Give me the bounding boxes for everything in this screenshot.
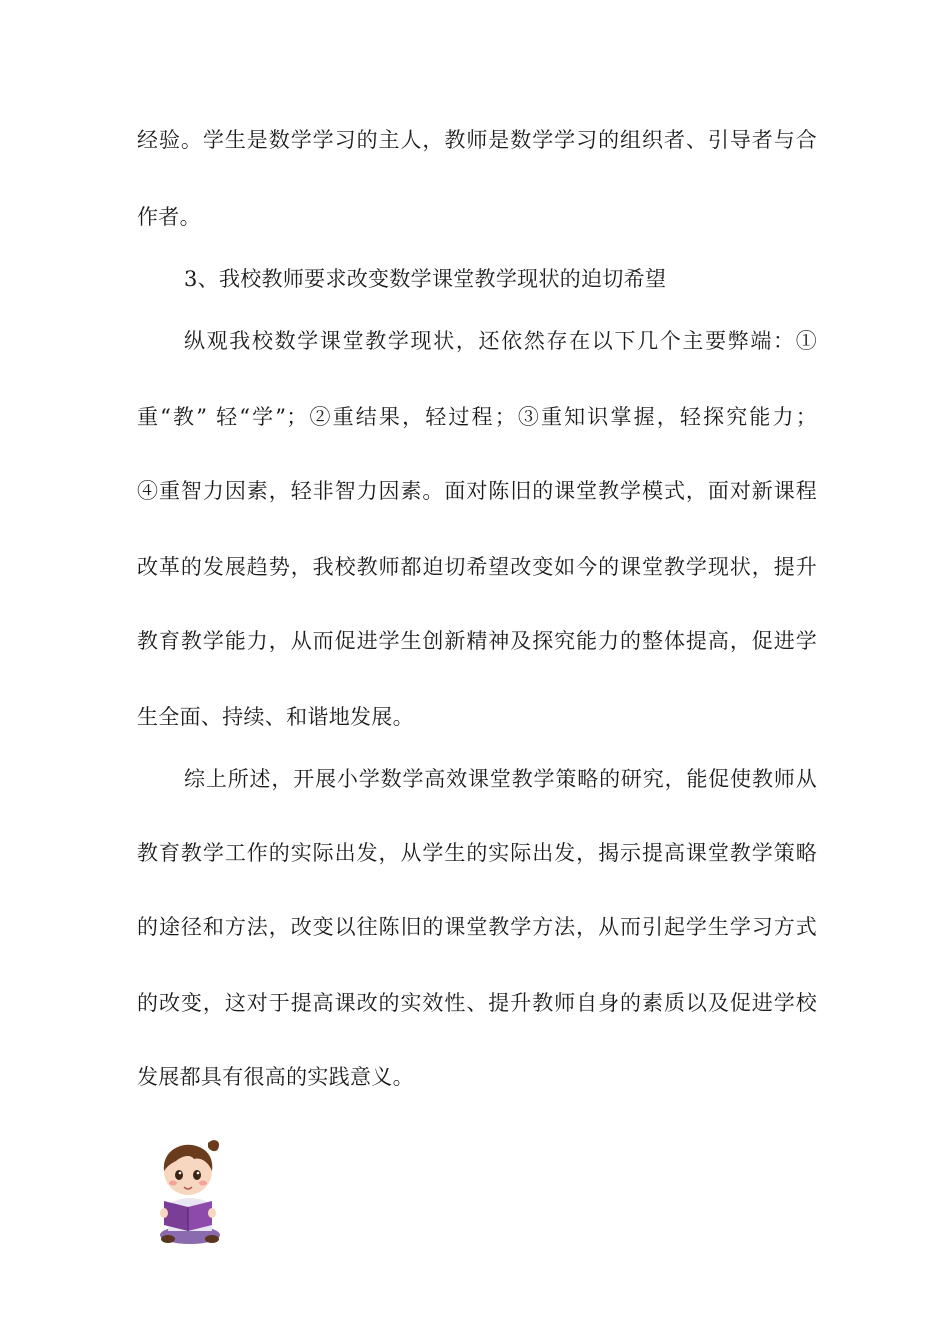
paragraph-2-line-1: 纵观我校数学课堂教学现状，还依然存在以下几个主要弊端：① [184, 329, 817, 353]
paragraph-1-line-1: 经验。学生是数学学习的主人，教师是数学学习的组织者、引导者与合 [137, 128, 817, 152]
paragraph-3-line-1: 综上所述，开展小学数学高效课堂教学策略的研究，能促使教师从 [184, 767, 817, 791]
paragraph-3-line-2: 教育教学工作的实际出发，从学生的实际出发，揭示提高课堂教学策略 [137, 841, 817, 865]
paragraph-3-line-4: 的改变，这对于提高课改的实效性、提升教师自身的素质以及促进学校 [137, 991, 817, 1015]
paragraph-2-line-2: 重“教” 轻“学”；②重结果，轻过程；③重知识掌握，轻探究能力； [137, 405, 817, 429]
paragraph-3-line-5: 发展都具有很高的实践意义。 [137, 1065, 414, 1089]
paragraph-3-line-3: 的途径和方法，改变以往陈旧的课堂教学方法，从而引起学生学习方式 [137, 915, 817, 939]
paragraph-2-line-4: 改革的发展趋势，我校教师都迫切希望改变如今的课堂教学现状，提升 [137, 555, 817, 579]
section-heading: 3、我校教师要求改变数学课堂教学现状的迫切希望 [184, 267, 667, 291]
paragraph-2-line-3: ④重智力因素，轻非智力因素。面对陈旧的课堂教学模式，面对新课程 [137, 479, 817, 503]
paragraph-1-line-2: 作者。 [137, 205, 201, 229]
paragraph-2-line-5: 教育教学能力，从而促进学生创新精神及探究能力的整体提高，促进学 [137, 629, 817, 653]
paragraph-2-line-6: 生全面、持续、和谐地发展。 [137, 705, 414, 729]
reading-child-illustration [150, 1135, 230, 1247]
